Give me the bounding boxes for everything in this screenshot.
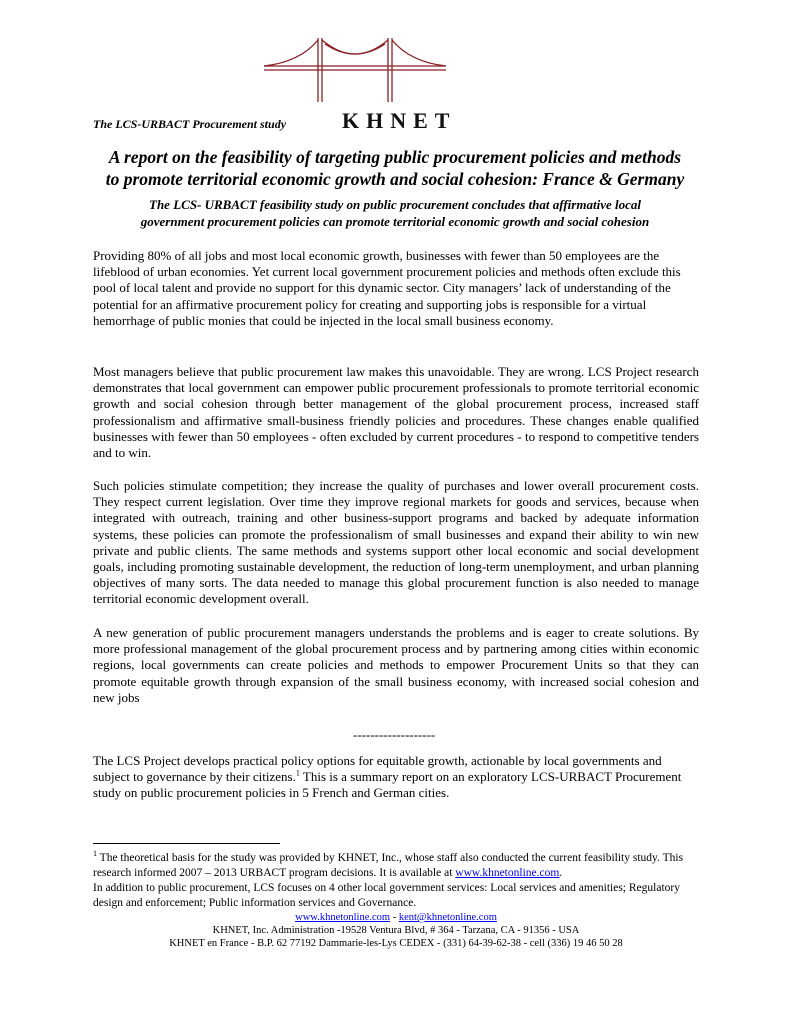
- footer-links: [93, 911, 699, 924]
- footer-dash: -: [390, 912, 399, 923]
- footnote-period: .: [559, 867, 563, 879]
- page-title: [70, 146, 720, 190]
- footnote-ref[interactable]: 1: [295, 768, 300, 778]
- subtitle-line-1: The LCS- URBACT feasibility study on public procurement concludes that affirmative local: [149, 197, 641, 212]
- page-subtitle: [80, 196, 710, 230]
- paragraph-5: [93, 753, 699, 802]
- paragraph-5-text-b: This is a summary report on an exploratory LCS-URBACT Procurement study on public procurement policies in 5 French and German cities.: [93, 769, 682, 801]
- title-line-2: to promote territorial economic growth and social cohesion: France & Germany: [105, 169, 685, 189]
- footnote-marker: 1: [93, 849, 97, 859]
- khnet-logo: [262, 34, 457, 133]
- paragraph-1: Providing 80% of all jobs and most local economic growth, businesses with fewer than 50 employees are the lifeblood of urban economies. Yet current local government procurement policies and methods often exclude this pool of local talent and provide no support for this dynamic sector. City managers’ lack of understanding of the potential for an affirmative procurement policy for creating and supporting jobs is responsible for a virtual hemorrhage of public monies that could be injected in the local small business economy.: [93, 248, 681, 328]
- page-footer: [93, 911, 699, 950]
- footer-email-link[interactable]: kent@khnetonline.com: [398, 912, 497, 923]
- subtitle-line-2: government procurement policies can promote territorial economic growth and social cohesion: [140, 214, 650, 229]
- footnote-text: The theoretical basis for the study was provided by KHNET, Inc., whose staff also conducted the current feasibility study. This research informed 2007 – 2013 URBACT program decisions. It is available at: [93, 852, 684, 879]
- footer-usa-address: KHNET, Inc. Administration -19528 Ventura Blvd, # 364 - Tarzana, CA - 91356 - USA: [212, 925, 580, 936]
- title-line-1: A report on the feasibility of targeting public procurement policies and methods: [108, 147, 682, 167]
- paragraph-2: Most managers believe that public procurement law makes this unavoidable. They are wrong. LCS Project research demonstrates that local government can empower public procurement professionals to promote territorial economic growth and social cohesion through better management of the global procurement process, increased staff professionalism and affirmative small-business friendly policies and procedures. These changes enable qualified businesses with fewer than 50 employees - often excluded by current procedures - to respond to competitive tenders and to win.: [93, 364, 699, 461]
- bridge-logo-icon: [262, 34, 448, 106]
- footnote: [93, 851, 703, 911]
- footnote-line-2: In addition to public procurement, LCS focuses on 4 other local government services: Local services and amenities; Regulatory design and enforcement; Public information services and Governance.: [93, 882, 680, 909]
- paragraph-5-text-a: The LCS Project develops practical policy options for equitable growth, actionable by local governments and subject to governance by their citizens.: [93, 753, 662, 785]
- paragraph-4: A new generation of public procurement managers understands the problems and is eager to create solutions. By more professional management of the global procurement process and by partnering among cities within economic regions, local governments can create policies and methods to empower Procurement Units so that they can promote equitable growth through expansion of the small business economy, with increased social cohesion and new jobs: [93, 625, 699, 705]
- paragraph-3: Such policies stimulate competition; they increase the quality of purchases and lower overall procurement costs. They respect current legislation. Over time they improve regional markets for goods and services, because when integrated with outreach, training and other business-support programs and backed by adequate information systems, these policies can promote the professionalism of small businesses and expand their ability to win new private and public clients. The same methods and systems support other local economic and social development goals, including promoting sustainable development, the reduction of long-term unemployment, and urban planning objectives of many sorts. The data needed to manage this global procurement function is also needed to manage territorial economic development overall.: [93, 478, 699, 607]
- footnote-website-link[interactable]: www.khnetonline.com: [455, 867, 560, 879]
- logo-wordmark: KHNET: [342, 108, 457, 133]
- footer-website-link[interactable]: www.khnetonline.com: [295, 912, 391, 923]
- footnote-divider: [93, 843, 280, 844]
- footer-france-address: KHNET en France - B.P. 62 77192 Dammarie-les-Lys CEDEX - (331) 64-39-62-38 - cell (336) 19 46 50 28: [169, 938, 623, 949]
- section-separator: -------------------: [353, 727, 436, 742]
- study-label: The LCS-URBACT Procurement study: [93, 117, 287, 131]
